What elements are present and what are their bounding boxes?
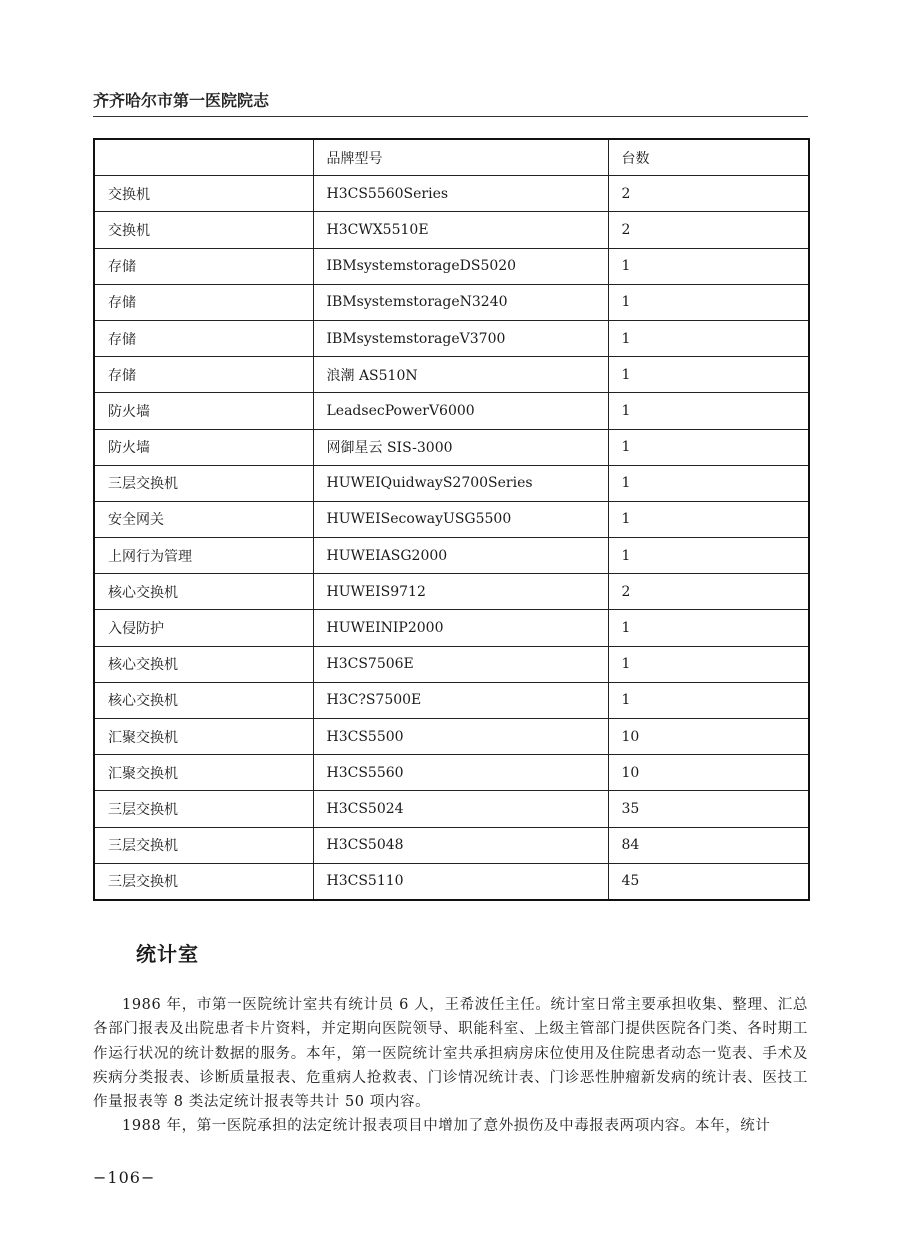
cell-model: 浪潮 AS510N xyxy=(313,357,608,393)
cell-category: 存储 xyxy=(94,357,313,393)
cell-model: H3CS5500 xyxy=(313,719,608,755)
cell-model: H3CS5560Series xyxy=(313,176,608,212)
cell-count: 10 xyxy=(608,755,809,791)
cell-category: 存储 xyxy=(94,248,313,284)
cell-category: 交换机 xyxy=(94,176,313,212)
cell-category: 存储 xyxy=(94,284,313,320)
table-row xyxy=(94,755,809,791)
table-row xyxy=(94,465,809,501)
cell-count: 1 xyxy=(608,682,809,718)
cell-model: HUWEIASG2000 xyxy=(313,538,608,574)
cell-count: 1 xyxy=(608,320,809,356)
cell-category: 汇聚交换机 xyxy=(94,719,313,755)
table-row xyxy=(94,827,809,863)
cell-category: 核心交换机 xyxy=(94,646,313,682)
cell-category: 三层交换机 xyxy=(94,863,313,900)
cell-model: HUWEINIP2000 xyxy=(313,610,608,646)
cell-count: 84 xyxy=(608,827,809,863)
equipment-table xyxy=(93,138,810,901)
cell-model: IBMsystemstorageN3240 xyxy=(313,284,608,320)
cell-model: HUWEISecowayUSG5500 xyxy=(313,501,608,537)
cell-category: 存储 xyxy=(94,320,313,356)
cell-count: 1 xyxy=(608,538,809,574)
table-row xyxy=(94,538,809,574)
column-header-count: 台数 xyxy=(608,139,809,176)
cell-count: 1 xyxy=(608,646,809,682)
cell-model: H3CS7506E xyxy=(313,646,608,682)
table-row xyxy=(94,719,809,755)
table-row xyxy=(94,682,809,718)
body-text xyxy=(93,993,808,1139)
cell-category: 入侵防护 xyxy=(94,610,313,646)
cell-model: HUWEIQuidwayS2700Series xyxy=(313,465,608,501)
cell-category: 核心交换机 xyxy=(94,682,313,718)
paragraph: 1986 年，市第一医院统计室共有统计员 6 人，王希波任主任。统计室日常主要承担收集、整理、汇总各部门报表及出院患者卡片资料，并定期向医院领导、职能科室、上级主管部门提供医院各门类、各时期工作运行状况的统计数据的服务。本年，第一医院统计室共承担病房床位使用及住院患者动态一览表、手术及疾病分类报表、诊断质量报表、危重病人抢救表、门诊情况统计表、门诊恶性肿瘤新发病的统计表、医技工作量报表等 8 类法定统计报表等共计 50 项内容。 xyxy=(93,997,808,1111)
cell-model: IBMsystemstorageV3700 xyxy=(313,320,608,356)
table-row xyxy=(94,248,809,284)
cell-model: H3CS5024 xyxy=(313,791,608,827)
cell-count: 1 xyxy=(608,429,809,465)
cell-model: H3CS5110 xyxy=(313,863,608,900)
table-body xyxy=(94,176,809,900)
cell-category: 防火墙 xyxy=(94,429,313,465)
table-row xyxy=(94,176,809,212)
cell-category: 三层交换机 xyxy=(94,827,313,863)
table-row xyxy=(94,429,809,465)
paragraph: 1988 年，第一医院承担的法定统计报表项目中增加了意外损伤及中毒报表两项内容。本年，统计 xyxy=(122,1118,771,1135)
page-number: −106− xyxy=(93,1168,156,1187)
table-row xyxy=(94,610,809,646)
table-row xyxy=(94,863,809,900)
cell-count: 1 xyxy=(608,465,809,501)
cell-count: 1 xyxy=(608,248,809,284)
table-row xyxy=(94,212,809,248)
cell-count: 2 xyxy=(608,212,809,248)
cell-category: 核心交换机 xyxy=(94,574,313,610)
column-header-model: 品牌型号 xyxy=(313,139,608,176)
cell-count: 2 xyxy=(608,574,809,610)
cell-category: 汇聚交换机 xyxy=(94,755,313,791)
cell-category: 上网行为管理 xyxy=(94,538,313,574)
cell-count: 1 xyxy=(608,501,809,537)
cell-model: HUWEIS9712 xyxy=(313,574,608,610)
cell-category: 防火墙 xyxy=(94,393,313,429)
table-row xyxy=(94,501,809,537)
table-row xyxy=(94,357,809,393)
cell-count: 1 xyxy=(608,357,809,393)
table-row xyxy=(94,284,809,320)
running-header: 齐齐哈尔市第一医院院志 xyxy=(93,88,808,117)
cell-model: 网御星云 SIS-3000 xyxy=(313,429,608,465)
cell-count: 1 xyxy=(608,284,809,320)
cell-model: H3CS5048 xyxy=(313,827,608,863)
cell-model: IBMsystemstorageDS5020 xyxy=(313,248,608,284)
table-row xyxy=(94,320,809,356)
cell-model: LeadsecPowerV6000 xyxy=(313,393,608,429)
cell-count: 1 xyxy=(608,610,809,646)
cell-count: 2 xyxy=(608,176,809,212)
section-title: 统计室 xyxy=(136,942,199,966)
table-row xyxy=(94,574,809,610)
cell-count: 10 xyxy=(608,719,809,755)
cell-category: 交换机 xyxy=(94,212,313,248)
cell-category: 三层交换机 xyxy=(94,465,313,501)
table-row xyxy=(94,791,809,827)
table-row xyxy=(94,393,809,429)
cell-model: H3CWX5510E xyxy=(313,212,608,248)
table-row xyxy=(94,646,809,682)
cell-category: 安全网关 xyxy=(94,501,313,537)
cell-model: H3CS5560 xyxy=(313,755,608,791)
cell-model: H3C?S7500E xyxy=(313,682,608,718)
cell-count: 35 xyxy=(608,791,809,827)
cell-count: 1 xyxy=(608,393,809,429)
cell-category: 三层交换机 xyxy=(94,791,313,827)
cell-count: 45 xyxy=(608,863,809,900)
table-header-row xyxy=(94,139,809,176)
column-header-category xyxy=(94,139,313,176)
